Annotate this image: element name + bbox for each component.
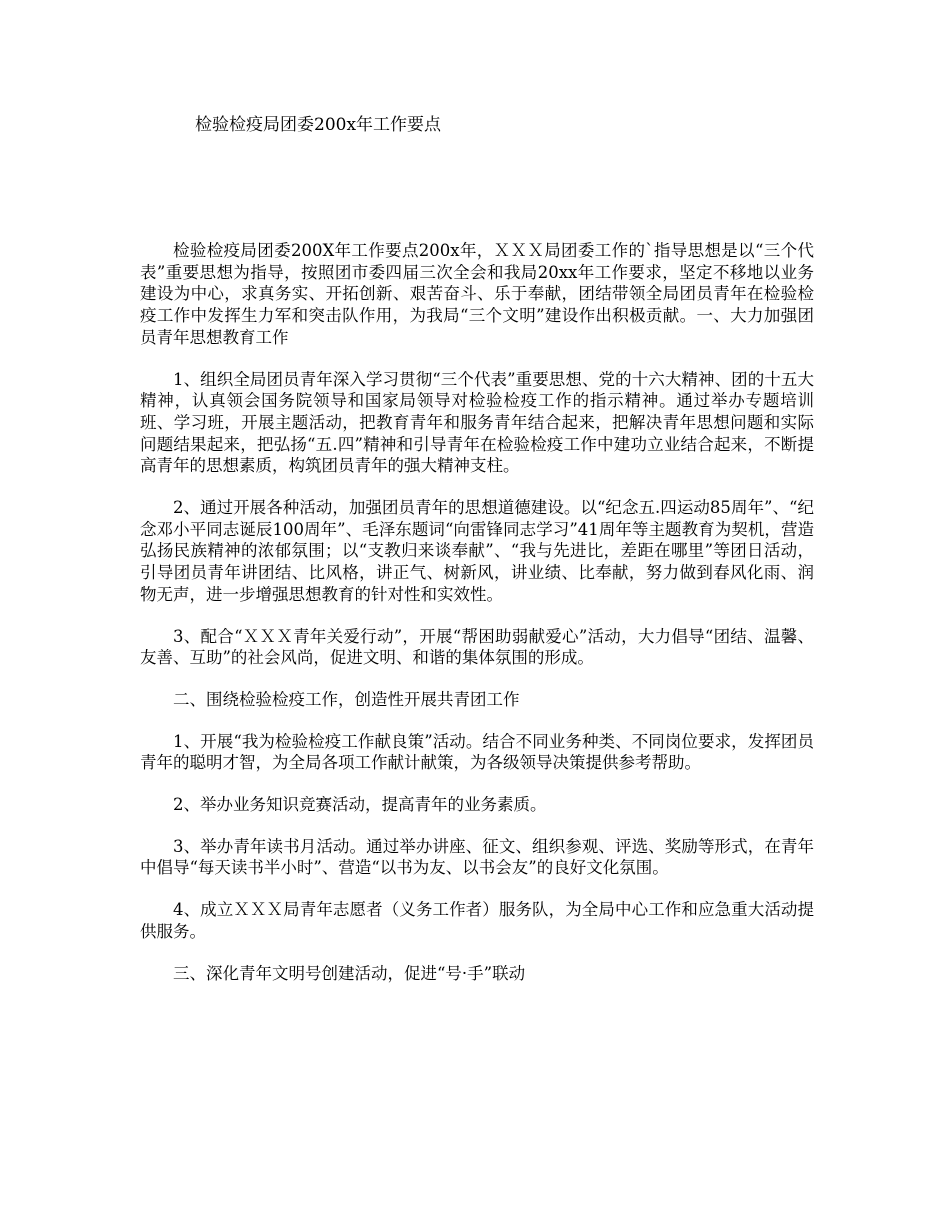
paragraph-intro: 检验检疫局团委200X年工作要点200x年，ＸＸＸ局团委工作的`指导思想是以“三个代表”重要思想为指导，按照团市委四届三次全会和我局20xx年工作要求，坚定不移地以业务建设为中心，求真务实、开拓创新、艰苦奋斗、乐于奉献，团结带领全局团员青年在检验检疫工作中发挥生力军和突击队作用，为我局“三个文明”建设作出积极贡献。一、大力加强团员青年思想教育工作 — [140, 241, 814, 347]
document-title: 检验检疫局团委200x年工作要点 — [195, 115, 442, 135]
section-heading-3: 三、深化青年文明号创建活动，促进“号·手”联动 — [173, 963, 526, 983]
document-body — [140, 240, 814, 1004]
paragraph-1-2: 2、通过开展各种活动，加强团员青年的思想道德建设。以“纪念五.四运动85周年”、“纪念邓小平同志诞辰100周年”、毛泽东题词“向雷锋同志学习”41周年等主题教育为契机，营造弘扬民族精神的浓郁氛围；以“支教归来谈奉献”、“我与先进比，差距在哪里”等团日活动，引导团员青年讲团结、比风格，讲正气、树新风，讲业绩、比奉献，努力做到春风化雨、润物无声，进一步增强思想教育的针对性和实效性。 — [140, 498, 814, 604]
paragraph-2-4: 4、成立ＸＸＸ局青年志愿者（义务工作者）服务队，为全局中心工作和应急重大活动提供服务。 — [140, 900, 814, 941]
paragraph-2-1: 1、开展“我为检验检疫工作献良策”活动。结合不同业务种类、不同岗位要求，发挥团员青年的聪明才智，为全局各项工作献计献策，为各级领导决策提供参考帮助。 — [140, 731, 814, 773]
paragraph-2-2: 2、举办业务知识竞赛活动，提高青年的业务素质。 — [173, 795, 547, 815]
paragraph-2-3: 3、举办青年读书月活动。通过举办讲座、征文、组织参观、评选、奖励等形式，在青年中倡导“每天读书半小时”、营造“以书为友、以书会友”的良好文化氛围。 — [140, 836, 814, 878]
section-heading-2: 二、围绕检验检疫工作，创造性开展共青团工作 — [173, 689, 520, 709]
paragraph-1-1: 1、组织全局团员青年深入学习贯彻“三个代表”重要思想、党的十六大精神、团的十五大精神，认真领会国务院领导和国家局领导对检验检疫工作的指示精神。通过举办专题培训班、学习班，开展主题活动，把教育青年和服务青年结合起来，把解决青年思想问题和实际问题结果起来，把弘扬“五.四”精神和引导青年在检验检疫工作中建功立业结合起来，不断提高青年的思想素质，构筑团员青年的强大精神支柱。 — [140, 369, 814, 476]
paragraph-1-3: 3、配合“ＸＸＸ青年关爱行动”，开展“帮困助弱献爱心”活动，大力倡导“团结、温馨、友善、互助”的社会风尚，促进文明、和谐的集体氛围的形成。 — [140, 626, 814, 668]
